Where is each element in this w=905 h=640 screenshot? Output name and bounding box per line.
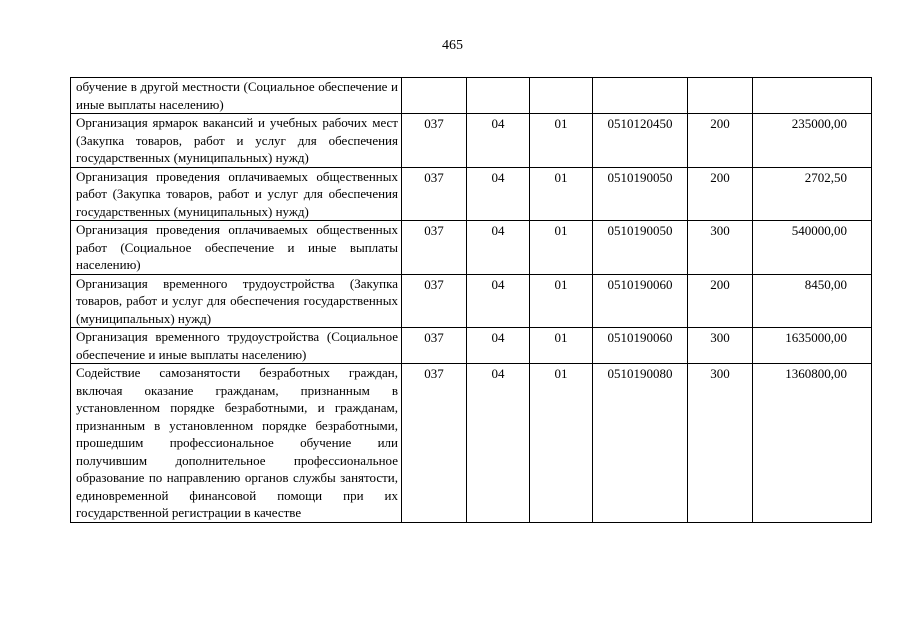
target-article-cell: 0510190050 [593, 221, 688, 275]
expense-type-cell: 200 [688, 274, 753, 328]
expense-type-cell: 200 [688, 114, 753, 168]
expense-type-cell: 200 [688, 167, 753, 221]
ministry-code-cell: 037 [402, 274, 467, 328]
section-code-cell: 04 [467, 274, 530, 328]
ministry-code-cell: 037 [402, 114, 467, 168]
table-row [71, 221, 872, 275]
row-name-cell: Организация ярмарок вакансий и учебных рабочих мест (Закупка товаров, работ и услуг для обеспечения государственных (муниципальных) нужд) [71, 114, 402, 168]
amount-cell: 540000,00 [753, 221, 872, 275]
row-name-cell: Организация проведения оплачиваемых общественных работ (Закупка товаров, работ и услуг для обеспечения государственных (муниципальных) нужд) [71, 167, 402, 221]
amount-cell: 1635000,00 [753, 328, 872, 364]
expense-type-cell: 300 [688, 328, 753, 364]
section-code-cell: 04 [467, 221, 530, 275]
budget-table [70, 77, 872, 523]
target-article-cell: 0510120450 [593, 114, 688, 168]
table-row [71, 114, 872, 168]
amount-cell [753, 78, 872, 114]
subsection-code-cell: 01 [530, 364, 593, 523]
expense-type-cell: 300 [688, 221, 753, 275]
expense-type-cell: 300 [688, 364, 753, 523]
target-article-cell [593, 78, 688, 114]
subsection-code-cell: 01 [530, 274, 593, 328]
ministry-code-cell: 037 [402, 167, 467, 221]
table-row [71, 167, 872, 221]
target-article-cell: 0510190060 [593, 274, 688, 328]
table-row [71, 274, 872, 328]
section-code-cell: 04 [467, 328, 530, 364]
subsection-code-cell: 01 [530, 328, 593, 364]
amount-cell: 1360800,00 [753, 364, 872, 523]
ministry-code-cell: 037 [402, 221, 467, 275]
amount-cell: 235000,00 [753, 114, 872, 168]
target-article-cell: 0510190050 [593, 167, 688, 221]
row-name-cell: Содействие самозанятости безработных граждан, включая оказание гражданам, признанным в установленном порядке безработными, и гражданам, признанным в установленном порядке безработными, прошедшим профессиональное обучение или получившим дополнительное профессиональное образование по направлению органов службы занятости, единовременной финансовой помощи при их государственной регистрации в качестве [71, 364, 402, 523]
subsection-code-cell: 01 [530, 221, 593, 275]
subsection-code-cell: 01 [530, 167, 593, 221]
amount-cell: 8450,00 [753, 274, 872, 328]
table-row [71, 364, 872, 523]
subsection-code-cell [530, 78, 593, 114]
amount-cell: 2702,50 [753, 167, 872, 221]
expense-type-cell [688, 78, 753, 114]
ministry-code-cell: 037 [402, 328, 467, 364]
row-name-cell: Организация временного трудоустройства (Закупка товаров, работ и услуг для обеспечения государственных (муниципальных) нужд) [71, 274, 402, 328]
page-number: 465 [442, 38, 463, 53]
row-name-cell: Организация проведения оплачиваемых общественных работ (Социальное обеспечение и иные выплаты населению) [71, 221, 402, 275]
subsection-code-cell: 01 [530, 114, 593, 168]
section-code-cell: 04 [467, 114, 530, 168]
section-code-cell [467, 78, 530, 114]
ministry-code-cell: 037 [402, 364, 467, 523]
table-row [71, 328, 872, 364]
target-article-cell: 0510190060 [593, 328, 688, 364]
section-code-cell: 04 [467, 364, 530, 523]
table-row [71, 78, 872, 114]
row-name-cell: Организация временного трудоустройства (Социальное обеспечение и иные выплаты населению) [71, 328, 402, 364]
row-name-cell: обучение в другой местности (Социальное обеспечение и иные выплаты населению) [71, 78, 402, 114]
ministry-code-cell [402, 78, 467, 114]
target-article-cell: 0510190080 [593, 364, 688, 523]
section-code-cell: 04 [467, 167, 530, 221]
